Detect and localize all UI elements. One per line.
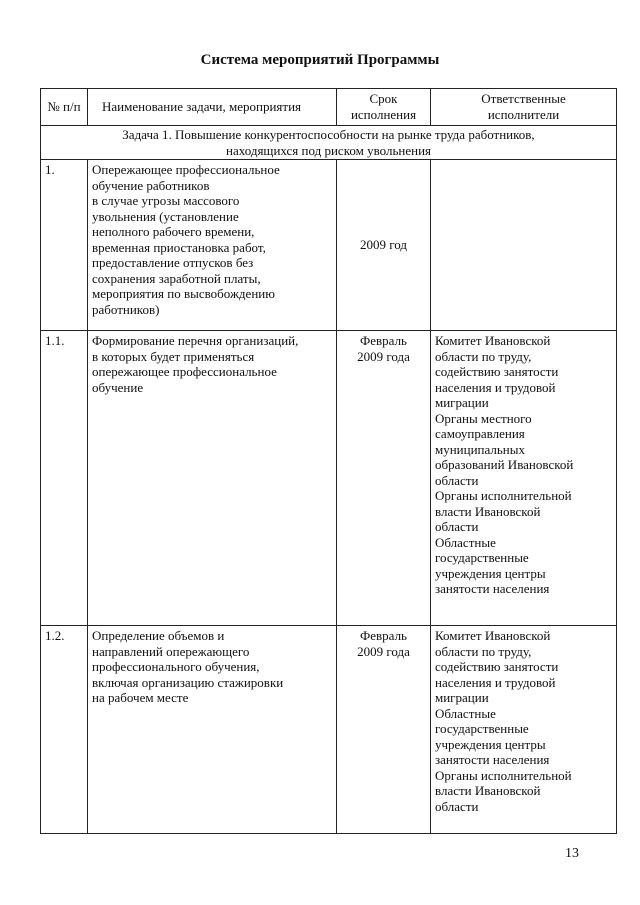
row-name-line: неполного рабочего времени, [92, 224, 255, 239]
header-term [337, 89, 431, 126]
row-responsible-line: Областные [435, 705, 496, 721]
row-responsible-line: муниципальных [435, 441, 526, 457]
row-name [88, 160, 337, 331]
row-responsible-line: Комитет Ивановской [435, 628, 551, 643]
row-responsible-line: населения и трудовой [435, 379, 556, 395]
header-num: № п/п [41, 89, 88, 126]
row-term-line: Февраль [360, 333, 407, 348]
row-responsible-line: области [435, 472, 479, 488]
row-name-line: обучение [92, 379, 144, 395]
row-term [337, 331, 431, 626]
row-responsible-line: содействию занятости [435, 364, 559, 379]
row-responsible-line: Областные [435, 534, 496, 550]
header-responsible-line: Ответственные [481, 91, 566, 106]
row-responsible-line: Органы местного [435, 410, 532, 426]
row-num: 1.1. [41, 331, 88, 626]
program-table [40, 88, 617, 834]
row-name-line: опережающее профессиональное [92, 364, 277, 379]
table-row [41, 626, 617, 834]
task-row [41, 126, 617, 160]
task-title [41, 126, 617, 160]
row-name-line: на рабочем месте [92, 690, 189, 705]
row-name-line: Опережающее профессиональное [92, 162, 280, 177]
row-responsible-line: миграции [435, 690, 489, 705]
row-name-line: направлений опережающего [92, 643, 250, 659]
row-responsible-line: учреждения центры [435, 565, 546, 581]
row-responsible-line: Органы исполнительной [435, 767, 572, 783]
row-responsible-line: образований Ивановской [435, 457, 574, 472]
row-name-line: предоставление отпусков без [92, 255, 254, 270]
row-responsible-line: миграции [435, 395, 489, 410]
header-responsible-line: исполнители [487, 106, 560, 122]
header-name: Наименование задачи, мероприятия [88, 89, 337, 126]
row-responsible [431, 160, 617, 331]
header-responsible [431, 89, 617, 126]
row-term-line: 2009 год [360, 237, 407, 253]
row-responsible-line: области [435, 519, 479, 534]
row-name-line: профессионального обучения, [92, 659, 260, 674]
row-name-line: сохранения заработной платы, [92, 270, 261, 286]
task-line: находящихся под риском увольнения [225, 142, 432, 158]
row-num: 1.2. [41, 626, 88, 834]
page-number: 13 [565, 846, 579, 861]
row-name-line: в которых будет применяться [92, 348, 255, 364]
row-responsible-line: области по труду, [435, 643, 532, 659]
row-num: 1. [41, 160, 88, 331]
row-term-line: 2009 года [357, 348, 410, 364]
row-responsible-line: содействию занятости [435, 659, 559, 674]
row-name-line: включая организацию стажировки [92, 674, 284, 690]
row-responsible-line: области [435, 798, 479, 814]
row-name-line: обучение работников [92, 177, 210, 193]
row-term-line: 2009 года [357, 643, 410, 659]
row-responsible-line: учреждения центры [435, 736, 546, 752]
row-responsible-line: власти Ивановской [435, 783, 541, 798]
row-responsible-line: государственные [435, 550, 529, 565]
row-responsible-line: занятости населения [435, 581, 550, 596]
row-name-line: увольнения (установление [92, 208, 239, 224]
row-name-line: Формирование перечня организаций, [92, 333, 299, 348]
row-responsible-line: власти Ивановской [435, 503, 541, 519]
header-term-line: исполнения [350, 106, 417, 122]
row-name-line: в случае угрозы массового [92, 193, 240, 208]
row-name-line: мероприятия по высвобождению [92, 286, 275, 301]
row-term-line: Февраль [360, 628, 407, 643]
header-term-line: Срок [369, 91, 398, 106]
table-row [41, 160, 617, 331]
row-name-line: временная приостановка работ, [92, 239, 266, 255]
row-term [337, 160, 431, 331]
page-title: Система мероприятий Программы [200, 52, 440, 68]
task-line: Задача 1. Повышение конкурентоспособности на рынке труда работников, [122, 127, 535, 142]
row-responsible-line: самоуправления [435, 426, 525, 441]
row-responsible [431, 331, 617, 626]
row-responsible-line: государственные [435, 721, 529, 736]
row-responsible-line: Органы исполнительной [435, 488, 572, 503]
row-responsible-line: населения и трудовой [435, 674, 556, 690]
row-name-line: работников) [92, 301, 160, 317]
row-term [337, 626, 431, 834]
row-name [88, 331, 337, 626]
table-header-row [41, 89, 617, 126]
table-row [41, 331, 617, 626]
row-responsible-line: занятости населения [435, 752, 550, 767]
row-name [88, 626, 337, 834]
row-responsible-line: Комитет Ивановской [435, 333, 551, 348]
row-name-line: Определение объемов и [92, 628, 225, 643]
row-responsible-line: области по труду, [435, 348, 532, 364]
row-responsible [431, 626, 617, 834]
